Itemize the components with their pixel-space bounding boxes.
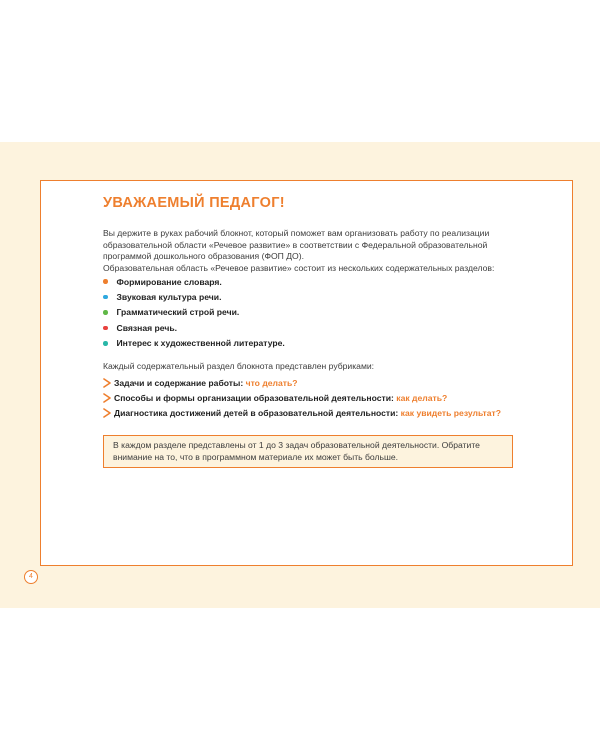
arrow-bullet-icon [103,408,111,418]
rubric-label: Способы и формы организации образовательной деятельности: как делать? [114,393,448,404]
list-item [103,289,285,304]
section-label: Интерес к художественной литературе. [116,338,285,349]
list-item [103,406,501,421]
rubric-label: Диагностика достижений детей в образовательной деятельности: как увидеть результат? [114,408,501,419]
list-item [103,390,501,405]
intro-paragraph: Вы держите в руках рабочий блокнот, который поможет вам организовать работу по реализации образовательной области «Речевое развитие» в соответствии с Федеральной образовательной программой дошкольного образования (ФОП ДО). [103,228,490,262]
rubrics-intro: Каждый содержательный раздел блокнота представлен рубриками: [103,361,375,371]
rubrics-list [103,375,501,421]
bullet-dot-icon [103,341,108,346]
bullet-dot-icon [103,295,108,300]
list-item [103,305,285,320]
bullet-dot-icon [103,310,108,315]
list-item [103,375,501,390]
section-label: Формирование словаря. [116,276,222,287]
section-label: Связная речь. [116,322,178,333]
list-item [103,274,285,289]
rubric-question: как увидеть результат? [400,408,501,419]
section-label: Звуковая культура речи. [116,292,222,303]
note-box: В каждом разделе представлены от 1 до 3 задач образовательной деятельности. Обратите внимание на то, что в программном материале их может быть больше. [103,435,513,468]
page-number: 4 [24,570,38,584]
list-item [103,336,285,351]
intro-paragraph: Образовательная область «Речевое развитие» состоит из нескольких содержательных разделов: [103,262,495,273]
rubric-question: как делать? [396,393,448,404]
content-frame [40,180,573,566]
page-title: УВАЖАЕМЫЙ ПЕДАГОГ! [103,195,285,211]
rubric-question: что делать? [245,377,298,388]
intro-text [103,228,533,274]
arrow-bullet-icon [103,393,111,403]
rubric-label: Задачи и содержание работы: что делать? [114,377,298,388]
list-item [103,320,285,335]
bullet-dot-icon [103,279,108,284]
arrow-bullet-icon [103,378,111,388]
section-label: Грамматический строй речи. [116,307,240,318]
sections-list [103,274,285,351]
bullet-dot-icon [103,326,108,331]
